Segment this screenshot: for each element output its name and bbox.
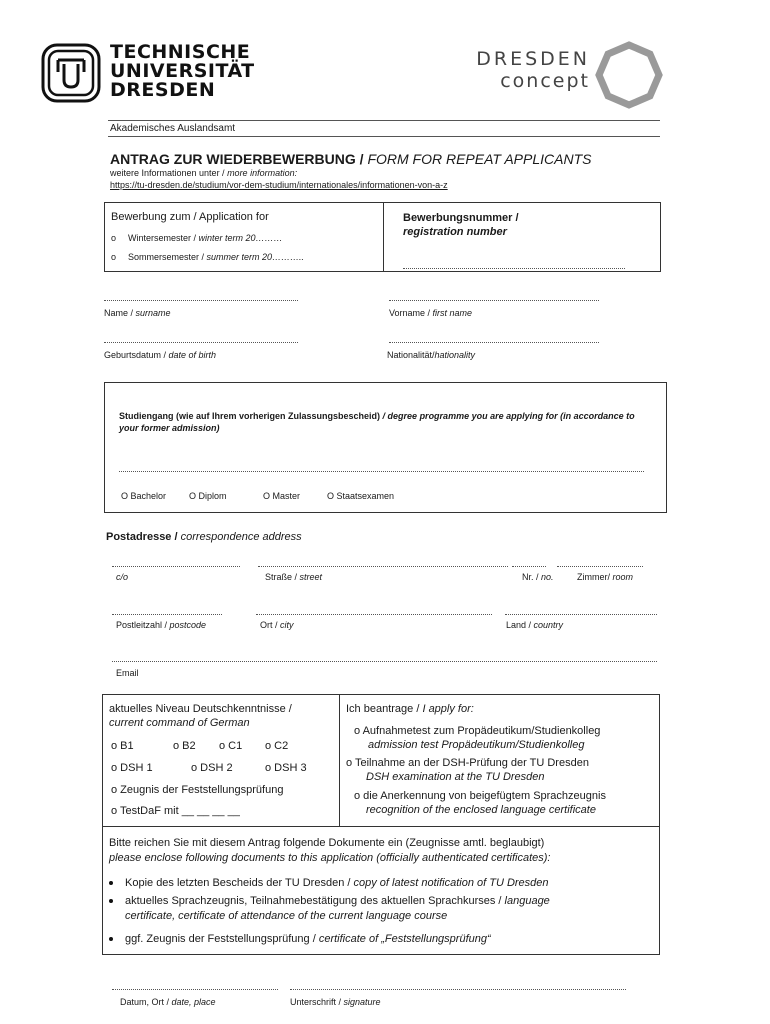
apply-for-heading bbox=[346, 703, 474, 715]
document-item-notification-de: Kopie des letzten Bescheids der TU Dresden / bbox=[125, 877, 354, 889]
city-label bbox=[260, 620, 294, 630]
summer-term-label: Sommersemester / bbox=[128, 252, 207, 262]
date-of-birth-label-en: date of birth bbox=[168, 350, 217, 360]
document-item-notification-en: copy of latest notification of TU Dresden bbox=[353, 877, 549, 889]
house-number-label-de: Nr. / bbox=[522, 572, 542, 582]
level-b1-option[interactable]: o B1 bbox=[111, 740, 134, 752]
first-name-label-de: Vorname / bbox=[389, 308, 433, 318]
level-b2-option[interactable]: o B2 bbox=[173, 740, 196, 752]
info-url-link[interactable]: https://tu-dresden.de/studium/vor-dem-studium/internationales/informationen-von-a-z bbox=[110, 180, 448, 190]
email-label: Email bbox=[116, 668, 139, 678]
header-bottom-rule bbox=[108, 136, 660, 137]
house-number-label bbox=[522, 572, 554, 582]
surname-label bbox=[104, 308, 171, 318]
postcode-label-de: Postleitzahl / bbox=[116, 620, 170, 630]
documents-intro-en: please enclose following documents to this application (officially authenticated certificates): bbox=[109, 852, 551, 864]
room-label-en: room bbox=[612, 572, 634, 582]
city-field[interactable] bbox=[256, 614, 492, 615]
more-info-de: weitere Informationen unter / bbox=[110, 168, 228, 178]
tu-dresden-emblem-icon bbox=[40, 42, 102, 104]
postcode-label-en: postcode bbox=[169, 620, 207, 630]
registration-number-label-en: registration number bbox=[403, 226, 507, 238]
address-heading bbox=[106, 531, 302, 543]
dresden-concept-logo bbox=[470, 40, 670, 110]
street-label-de: Straße / bbox=[265, 572, 300, 582]
country-field[interactable] bbox=[505, 614, 657, 615]
degree-programme-box bbox=[104, 382, 667, 513]
room-label bbox=[577, 572, 633, 582]
apply-admission-test-option-en: admission test Propädeutikum/Studienkolleg bbox=[368, 739, 585, 751]
language-box bbox=[102, 694, 660, 827]
level-feststellung-option[interactable]: o Zeugnis der Feststellungsprüfung bbox=[111, 784, 284, 796]
winter-term-radio-icon: o bbox=[111, 233, 117, 243]
street-label-en: street bbox=[299, 572, 323, 582]
degree-option-staatsexamen[interactable]: O Staatsexamen bbox=[327, 491, 395, 501]
surname-label-de: Name / bbox=[104, 308, 136, 318]
apply-recognition-option[interactable]: o die Anerkennung von beigefügtem Sprachzeugnis bbox=[354, 790, 606, 802]
signature-field[interactable] bbox=[290, 989, 626, 990]
winter-term-label: Wintersemester / bbox=[128, 233, 199, 243]
date-of-birth-field[interactable] bbox=[104, 342, 298, 343]
winter-term-label-en: winter term 20……… bbox=[198, 233, 283, 243]
application-box-divider bbox=[383, 203, 384, 271]
level-c1-option[interactable]: o C1 bbox=[219, 740, 243, 752]
postcode-label bbox=[116, 620, 206, 630]
german-level-heading: aktuelles Niveau Deutschkenntnisse / bbox=[109, 703, 292, 715]
concept-logo-line-2: concept bbox=[500, 70, 590, 92]
summer-term-label-en: summer term 20……….. bbox=[206, 252, 305, 262]
city-label-en: city bbox=[280, 620, 294, 630]
country-label-de: Land / bbox=[506, 620, 534, 630]
country-label bbox=[506, 620, 563, 630]
document-item-feststellung-de: ggf. Zeugnis der Feststellungsprüfung / bbox=[125, 933, 319, 945]
address-heading-de: Postadresse / bbox=[106, 531, 181, 543]
postcode-field[interactable] bbox=[112, 614, 222, 615]
more-info-line bbox=[110, 168, 297, 178]
apply-admission-test-option[interactable]: o Aufnahmetest zum Propädeutikum/Studienkolleg bbox=[354, 725, 601, 737]
surname-label-en: surname bbox=[135, 308, 171, 318]
degree-option-diplom[interactable]: O Diplom bbox=[189, 491, 227, 501]
german-level-heading-en: current command of German bbox=[109, 717, 250, 729]
surname-field[interactable] bbox=[104, 300, 298, 301]
degree-programme-field[interactable] bbox=[119, 471, 644, 472]
nationality-field[interactable] bbox=[389, 342, 599, 343]
date-place-field[interactable] bbox=[112, 989, 278, 990]
form-title-de: ANTRAG ZUR WIEDERBEWERBUNG / bbox=[110, 151, 368, 167]
nationality-label-de: Nationalität/ bbox=[387, 350, 435, 360]
degree-programme-label-de: Studiengang (wie auf Ihrem vorherigen Zulassungsbescheid) bbox=[119, 411, 381, 421]
country-label-en: country bbox=[533, 620, 564, 630]
degree-programme-label bbox=[119, 410, 649, 434]
more-info-en: more information: bbox=[227, 168, 298, 178]
degree-option-master[interactable]: O Master bbox=[263, 491, 301, 501]
degree-programme-label-en: / degree programme you are applying for (in accordance to your former admission) bbox=[119, 411, 635, 433]
level-dsh3-option[interactable]: o DSH 3 bbox=[265, 762, 307, 774]
document-item-feststellung-en: certificate of „Feststellungsprüfung“ bbox=[318, 933, 491, 945]
concept-logo-line-1: DRESDEN bbox=[476, 48, 590, 70]
dresden-concept-octagon-icon bbox=[594, 40, 664, 110]
house-number-field[interactable] bbox=[512, 566, 546, 567]
document-item-language bbox=[109, 895, 550, 907]
nationality-label bbox=[387, 350, 475, 360]
address-heading-en: correspondence address bbox=[180, 531, 302, 543]
bullet-icon bbox=[109, 899, 113, 903]
email-field[interactable] bbox=[112, 661, 657, 662]
city-label-de: Ort / bbox=[260, 620, 280, 630]
first-name-label bbox=[389, 308, 472, 318]
co-label: c/o bbox=[116, 572, 129, 582]
department-label: Akademisches Auslandsamt bbox=[110, 123, 236, 134]
application-for-heading: Bewerbung zum / Application for bbox=[111, 211, 269, 223]
documents-box bbox=[102, 826, 660, 955]
house-number-label-en: no. bbox=[541, 572, 554, 582]
summer-term-option[interactable] bbox=[111, 252, 304, 262]
document-item-notification bbox=[109, 877, 549, 889]
first-name-label-en: first name bbox=[432, 308, 473, 318]
registration-number-field[interactable] bbox=[403, 268, 625, 269]
application-box bbox=[104, 202, 661, 272]
bullet-icon bbox=[109, 937, 113, 941]
apply-dsh-option-en: DSH examination at the TU Dresden bbox=[366, 771, 545, 783]
tu-logo-line-2: UNIVERSITÄT bbox=[110, 60, 255, 82]
date-place-label-de: Datum, Ort / bbox=[120, 997, 172, 1007]
language-box-divider bbox=[339, 695, 340, 826]
degree-option-bachelor[interactable]: O Bachelor bbox=[121, 491, 167, 501]
date-of-birth-label bbox=[104, 350, 216, 360]
street-label bbox=[265, 572, 322, 582]
level-c2-option[interactable]: o C2 bbox=[265, 740, 289, 752]
document-item-language-en: language bbox=[504, 895, 550, 907]
tu-logo-line-3: DRESDEN bbox=[110, 79, 216, 101]
date-of-birth-label-de: Geburtsdatum / bbox=[104, 350, 169, 360]
signature-label-en: signature bbox=[343, 997, 381, 1007]
nationality-label-en: hationality bbox=[434, 350, 476, 360]
bullet-icon bbox=[109, 881, 113, 885]
summer-term-radio-icon: o bbox=[111, 252, 117, 262]
level-testdaf-option[interactable]: o TestDaF mit __ __ __ __ bbox=[111, 805, 240, 817]
header-top-rule bbox=[108, 120, 660, 121]
winter-term-option[interactable] bbox=[111, 233, 283, 243]
tu-logo-line-1: TECHNISCHE bbox=[110, 41, 251, 63]
apply-recognition-option-en: recognition of the enclosed language certificate bbox=[366, 804, 596, 816]
apply-dsh-option[interactable]: o Teilnahme an der DSH-Prüfung der TU Dresden bbox=[346, 757, 589, 769]
registration-number-label: Bewerbungsnummer / bbox=[403, 212, 519, 224]
room-field[interactable] bbox=[557, 566, 643, 567]
date-place-label bbox=[120, 997, 216, 1007]
form-title bbox=[110, 151, 591, 167]
form-title-en: FORM FOR REPEAT APPLICANTS bbox=[367, 151, 592, 167]
room-label-de: Zimmer/ bbox=[577, 572, 613, 582]
tu-dresden-logo bbox=[40, 42, 255, 104]
apply-for-heading-de: Ich beantrage / bbox=[346, 703, 423, 715]
level-dsh2-option[interactable]: o DSH 2 bbox=[191, 762, 233, 774]
signature-label-de: Unterschrift / bbox=[290, 997, 344, 1007]
first-name-field[interactable] bbox=[389, 300, 599, 301]
document-item-language-de: aktuelles Sprachzeugnis, Teilnahmebestätigung des aktuellen Sprachkurses / bbox=[125, 895, 505, 907]
co-field[interactable] bbox=[112, 566, 240, 567]
street-field[interactable] bbox=[258, 566, 508, 567]
signature-label bbox=[290, 997, 381, 1007]
date-place-label-en: date, place bbox=[171, 997, 216, 1007]
level-dsh1-option[interactable]: o DSH 1 bbox=[111, 762, 153, 774]
document-item-feststellung bbox=[109, 933, 491, 945]
apply-for-heading-en: I apply for: bbox=[422, 703, 474, 715]
document-item-language-en-cont: certificate, certificate of attendance of the current language course bbox=[125, 910, 448, 922]
documents-intro: Bitte reichen Sie mit diesem Antrag folgende Dokumente ein (Zeugnisse amtl. beglaubigt) bbox=[109, 837, 545, 849]
